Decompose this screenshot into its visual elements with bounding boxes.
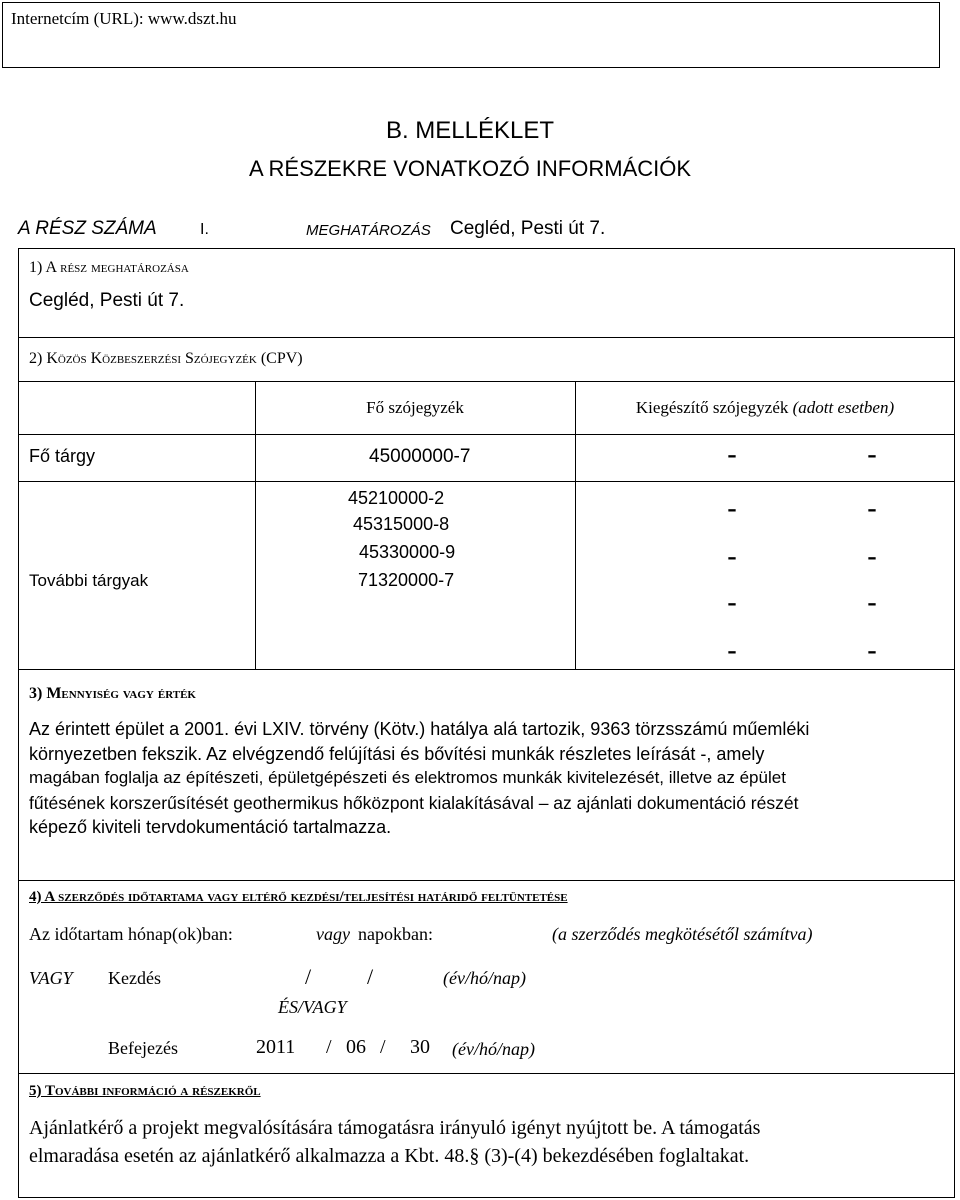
- cpv-additional-dash-1b: -: [867, 492, 877, 525]
- cpv-additional-dash-4b: -: [867, 634, 877, 667]
- section4-divider: [18, 1073, 955, 1074]
- end-slash-1: /: [326, 1036, 332, 1058]
- duration-or: vagy: [316, 924, 350, 944]
- cpv-additional-dash-4a: -: [727, 634, 737, 667]
- cpv-table-bottom: [18, 669, 955, 670]
- section2-heading: 2) Közös Közbeszerzési Szójegyzék (CPV): [29, 350, 303, 367]
- duration-note: (a szerződés megkötésétől számítva): [552, 924, 813, 944]
- cpv-table-row2: [18, 481, 955, 482]
- start-date-format: (év/hó/nap): [443, 968, 526, 988]
- url-box: [2, 2, 940, 68]
- cpv-col-supp: [575, 398, 955, 418]
- section3-line-4: fűtésének korszerűsítését geothermikus hőközpont kialakításával – az ajánlati dokumentáció részét: [29, 792, 799, 813]
- cpv-table-col2: [575, 381, 576, 669]
- annex-title: B. MELLÉKLET: [385, 117, 555, 144]
- section1-text: Cegléd, Pesti út 7.: [29, 290, 185, 311]
- es-vagy-label: ÉS/VAGY: [278, 997, 347, 1017]
- end-year: 2011: [256, 1036, 296, 1058]
- section5-line-1: Ajánlatkérő a projekt megvalósítására támogatásra irányuló igényt nyújtott be. A támogatás: [29, 1117, 761, 1139]
- section5-body: [29, 1114, 760, 1170]
- section3-heading: 3) Mennyiség vagy érték: [29, 685, 196, 702]
- start-slash-1: /: [305, 964, 312, 989]
- cpv-col-supp-label: Kiegészítő szójegyzék: [635, 398, 789, 417]
- part-number-label: A RÉSZ SZÁMA: [18, 218, 157, 239]
- cpv-col-main: Fő szójegyzék: [366, 398, 464, 417]
- start-label: Kezdés: [108, 968, 161, 988]
- vagy-label: VAGY: [29, 968, 73, 988]
- part-definition-value: Cegléd, Pesti út 7.: [450, 218, 606, 239]
- cpv-table-col1: [255, 381, 256, 669]
- cpv-table-row1: [18, 434, 955, 435]
- cpv-additional-code-4: 71320000-7: [358, 570, 455, 590]
- cpv-additional-dash-2b: -: [867, 540, 877, 573]
- end-slash-2: /: [380, 1036, 386, 1058]
- cpv-main-code: 45000000-7: [369, 446, 471, 467]
- section3-divider: [18, 880, 955, 881]
- cpv-additional-label: További tárgyak: [29, 571, 149, 590]
- cpv-additional-dash-1a: -: [727, 492, 737, 525]
- cpv-additional-code-1: 45210000-2: [348, 488, 445, 508]
- cpv-main-dash-1: -: [727, 438, 737, 471]
- cpv-additional-dash-3b: -: [867, 586, 877, 619]
- section1-heading: 1) A rész meghatározása: [29, 259, 189, 276]
- section3-line-2: környezetben fekszik. Az elvégzendő felújítási és bővítési munkák részletes leírását -, amely: [29, 743, 765, 764]
- section5-line-2: elmaradása esetén az ajánlatkérő alkalmazza a Kbt. 48.§ (3)-(4) bekezdésében foglaltakat.: [29, 1145, 750, 1167]
- start-slash-2: /: [367, 964, 374, 989]
- section4-heading: 4) A szerződés időtartama vagy eltérő kezdési/teljesítési határidő feltüntetése: [29, 889, 568, 905]
- section3-line-1: Az érintett épület a 2001. évi LXIV. törvény (Kötv.) hatálya alá tartozik, 9363 törzsszámú műemléki: [29, 719, 810, 739]
- url-text: Internetcím (URL): www.dszt.hu: [11, 9, 237, 28]
- cpv-col-supp-note: (adott esetben): [792, 398, 895, 417]
- part-number-value: I.: [200, 221, 209, 238]
- cpv-additional-dash-3a: -: [727, 586, 737, 619]
- end-label: Befejezés: [108, 1038, 178, 1058]
- end-month: 06: [346, 1036, 366, 1058]
- part-definition-label: MEGHATÁROZÁS: [306, 222, 431, 239]
- end-date-format: (év/hó/nap): [452, 1039, 535, 1059]
- cpv-additional-code-3: 45330000-9: [359, 542, 456, 562]
- cpv-main-label: Fő tárgy: [29, 446, 96, 466]
- cpv-additional-code-2: 45315000-8: [353, 514, 450, 534]
- section3-line-5: képező kiviteli tervdokumentáció tartalmazza.: [29, 817, 392, 837]
- cpv-table-top: [18, 381, 955, 382]
- cpv-additional-dash-2a: -: [727, 540, 737, 573]
- annex-subtitle: A RÉSZEKRE VONATKOZÓ INFORMÁCIÓK: [248, 156, 692, 181]
- duration-label: Az időtartam hónap(ok)ban:: [29, 924, 233, 944]
- section3-body: [29, 717, 945, 840]
- section1-divider: [18, 337, 955, 338]
- section3-line-3: magában foglalja az építészeti, épületgépészeti és elektromos munkák kivitelezését, illetve az épület: [29, 768, 786, 787]
- end-day: 30: [410, 1036, 430, 1058]
- duration-days-label: napokban:: [358, 924, 433, 944]
- section5-heading: 5) További információ a részekről: [29, 1083, 261, 1099]
- cpv-main-dash-2: -: [867, 438, 877, 471]
